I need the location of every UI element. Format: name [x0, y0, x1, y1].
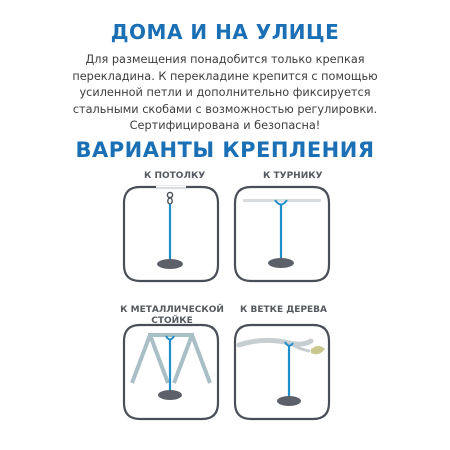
bar-mount-icon: [233, 185, 331, 283]
variant-label-ceiling: К ПОТОЛКУ: [144, 171, 206, 181]
variant-label-line: СТОЙКЕ: [151, 316, 193, 326]
variants-title: ВАРИАНТЫ КРЕПЛЕНИЯ: [75, 138, 375, 162]
description-line: стальными скобами с возможностью регулировки.: [72, 102, 378, 116]
description-line: усиленной петли и дополнительно фиксируется: [79, 86, 371, 99]
tree-branch-mount-icon: [233, 323, 331, 421]
page-title: ДОМА И НА УЛИЦЕ: [110, 20, 340, 44]
metal-stand-mount-icon: [122, 323, 220, 421]
ceiling-mount-icon: [122, 185, 220, 283]
variant-label-line: К МЕТАЛЛИЧЕСКОЙ: [120, 305, 224, 315]
description-line: Для размещения понадобится только крепкая: [85, 53, 365, 66]
description-line: перекладина. К перекладине крепится с помощью: [72, 69, 378, 83]
variant-label-bar: К ТУРНИКУ: [263, 171, 323, 181]
description-line: Сертифицирована и безопасна!: [129, 119, 321, 132]
description: [70, 52, 380, 135]
variant-label-tree-branch: К ВЕТКЕ ДЕРЕВА: [240, 305, 328, 315]
